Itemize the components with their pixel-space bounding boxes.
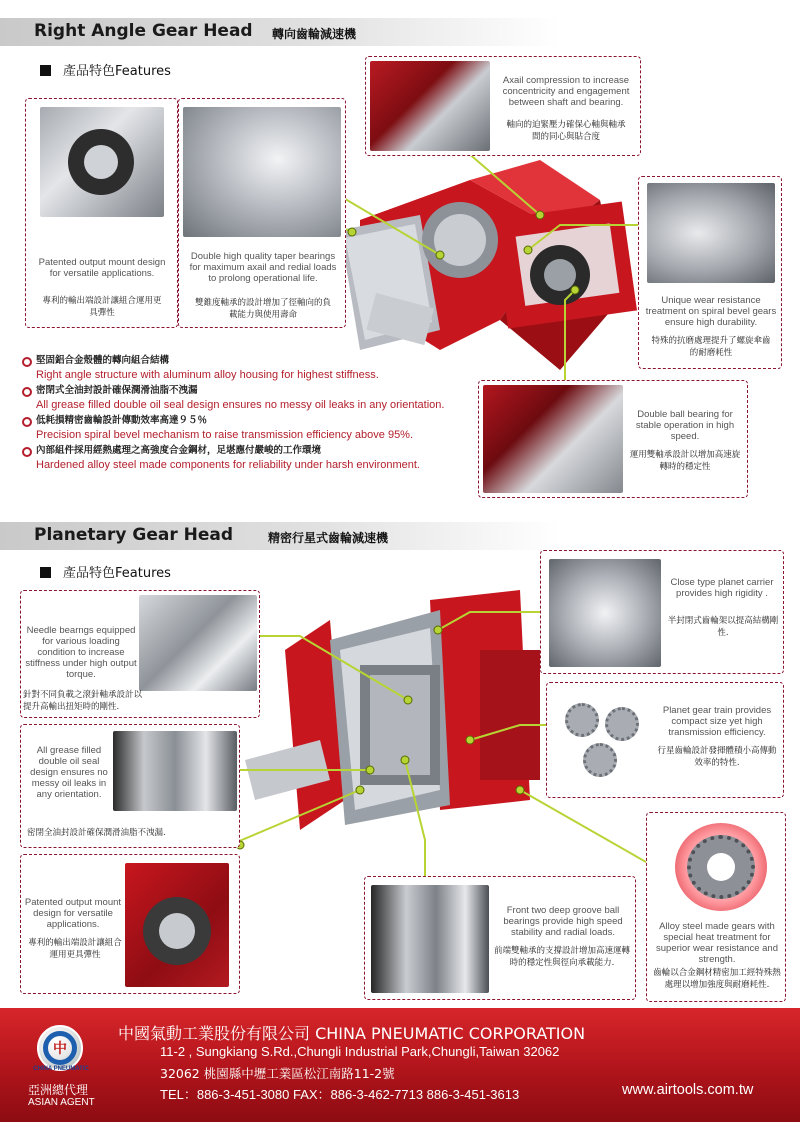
bearing-cutaway-image	[370, 61, 490, 151]
output-flange-image	[40, 107, 164, 217]
callout-alloy-steel-gears: Alloy steel made gears with special heat treatment for superior wear resistance and strength. 齒輪以合金鋼材精密加工經特殊熱處理以增加強度與耐磨耗性.	[646, 812, 786, 1002]
section-title-en: Planetary Gear Head	[34, 525, 234, 545]
callout-planet-gear-train: Planet gear train provides compact size yet high transmission efficiency. 行星齒輪設計發揮體積小高傳動效率的特性.	[546, 682, 784, 798]
features-label: 產品特色Features	[40, 562, 171, 581]
bullet-item: 堅固鋁合金殼體的轉向組合結構 Right angle structure with aluminum alloy housing for highest stiffness.	[22, 354, 492, 384]
section-header-planetary	[0, 522, 560, 550]
bullet-item: 低耗損精密齒輪設計傳動效率高達９５％ Precision spiral bevel mechanism to raise transmission efficiency above 95%.	[22, 414, 492, 444]
section-title-zh: 精密行星式齒輪減速機	[268, 531, 389, 545]
planet-gear-train-image	[559, 697, 647, 785]
callout-output-mount-planetary: Patented output mount design for versatile applications. 專利的輸出端設計讓組合運用更具彈性	[20, 854, 240, 994]
callout-oil-seal: All grease filled double oil seal design ensures no messy oil leaks in any orientation. 密閉全油封設計確保潤滑油脂不洩漏.	[20, 724, 240, 848]
section-header-right-angle	[0, 18, 560, 46]
address-en: 11-2 , Sungkiang S.Rd.,Chungli Industrial Park,Chungli,Taiwan 32062	[160, 1044, 560, 1059]
oil-seal-image	[113, 731, 237, 811]
alloy-gear-image	[665, 819, 775, 915]
section-title-en: Right Angle Gear Head	[34, 21, 253, 41]
callout-output-mount: Patented output mount design for versatile applications. 專利的輸出端設計讓組合運用更具彈性	[25, 98, 178, 328]
spiral-bevel-gear-image	[647, 183, 775, 283]
square-bullet-icon	[40, 567, 51, 578]
address-zh: 32062 桃園縣中壢工業區松江南路11-2號	[160, 1066, 395, 1081]
logo-text: CHINA PNEUMATIC	[33, 1066, 89, 1072]
logo-mark: 中	[53, 1041, 67, 1057]
callout-wear-resistance: Unique wear resistance treatment on spiral bevel gears ensure high durability. 特殊的抗磨處理提升了螺旋傘齒的耐磨耗性	[638, 176, 782, 369]
callout-double-ball-bearing: Double ball bearing for stable operation in high speed. 運用雙軸承設計以增加高速旋轉時的穩定性	[478, 380, 748, 498]
callout-axial-compression: Axail compression to increase concentricity and engagement between shaft and bearing. 軸向的迫緊壓力確保心軸與軸承間的同心與貼合度	[365, 56, 641, 156]
asian-agent-en: ASIAN AGENT	[28, 1097, 95, 1108]
features-label: 產品特色Features	[40, 60, 171, 79]
callout-needle-bearings: Needle bearngs equipped for various loading condition to increase stiffness under high output torque. 針對不同負載之滾針軸承設計以提升高輸出扭矩時的剛性.	[20, 590, 260, 718]
bullet-item: 內部組件採用經熱處理之高強度合金鋼材，足堪應付嚴峻的工作環境 Hardened alloy steel made components for reliability under harsh environment.	[22, 444, 492, 474]
asian-agent-zh: 亞洲總代理	[28, 1083, 89, 1097]
callout-deep-groove-bearings: Front two deep groove ball bearings provide high speed stability and radial loads. 前端雙軸承的支撐設計增加高速運轉時的穩定性與徑向承載能力.	[364, 876, 636, 1000]
company-name: 中國氣動工業股份有限公司 CHINA PNEUMATIC CORPORATION	[118, 1024, 586, 1043]
callout-planet-carrier: Close type planet carrier provides high rigidity . 半封閉式齒輪架以提高結構剛性.	[540, 550, 784, 674]
ball-bearing-image	[483, 385, 623, 493]
footer-banner	[0, 1008, 800, 1122]
planet-carrier-image	[549, 559, 661, 667]
taper-bearing-gear-image	[183, 107, 341, 237]
square-bullet-icon	[40, 65, 51, 76]
needle-bearing-image	[139, 595, 257, 691]
deep-groove-bearing-image	[371, 885, 489, 993]
callout-taper-bearings: Double high quality taper bearings for maximum axail and redial loads to prolong operational life. 雙錐度軸承的設計增加了徑軸向的負載能力與使用壽命	[178, 98, 346, 328]
section-title-zh: 轉向齒輪減速機	[272, 27, 357, 41]
feature-bullet-list	[22, 354, 492, 474]
contact-numbers: TEL：886-3-451-3080 FAX：886-3-462-7713 886-3-451-3613	[160, 1087, 520, 1102]
bullet-item: 密閉式全油封設計確保潤滑油脂不洩漏 All grease filled double oil seal design ensures no messy oil leaks in any orientation.	[22, 384, 492, 414]
planetary-output-flange-image	[125, 863, 229, 987]
website-link[interactable]: www.airtools.com.tw	[622, 1082, 754, 1098]
